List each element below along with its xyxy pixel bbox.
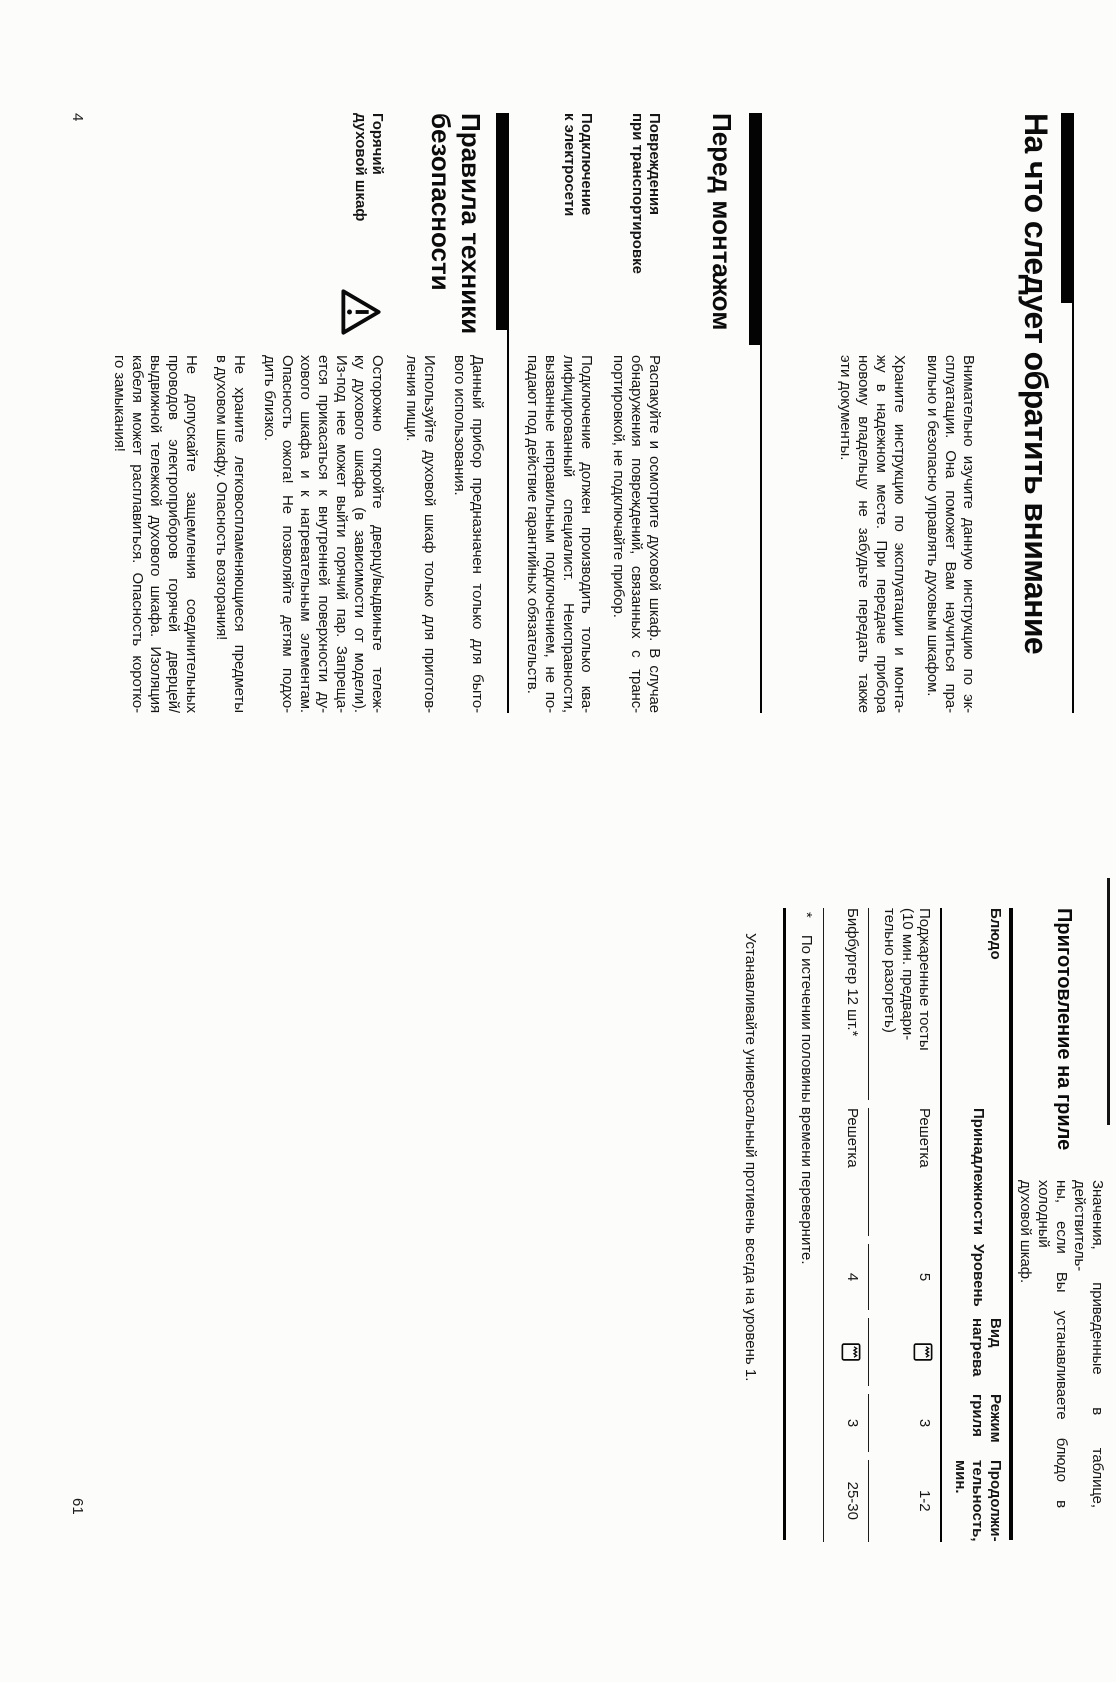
paragraph-mains-connection: Подключение должен производить только ква- лифицированный специалист. Неисправности, вызванные неправильным подключением, не по- падают под действие гарантийных обязательств. xyxy=(524,355,595,713)
cell-heat-type xyxy=(825,1318,870,1386)
right-page xyxy=(741,908,1106,1540)
paragraph-transport-damage: Распакуйте и осмотрите духовой шкаф. В случае обнаружения повреждений, связанных с транс- портировкой, не подключайте прибор. xyxy=(610,355,663,713)
left-page xyxy=(110,113,1074,713)
section-heading-grilling: Приготовление на гриле xyxy=(1053,908,1075,1151)
cell-grill-mode: 3 xyxy=(825,1394,870,1452)
column-header-accessories: Принадлежности xyxy=(970,1108,987,1236)
paragraph-flammable-items: Не храните легковоспламеняющиеся предметы в духовом шкафу. Опасность возгорания! xyxy=(213,355,248,713)
column-header-grill-mode: Режим гриля xyxy=(969,1394,1004,1443)
sidebar-heading-mains-connection: Подключение к электросети xyxy=(561,113,595,217)
section-row-transport-damage xyxy=(609,113,663,713)
page-number-right: 61 xyxy=(69,1498,86,1515)
cell-level: 4 xyxy=(825,1244,870,1310)
scan-edge-artifact xyxy=(1107,878,1110,1125)
footnote-marker: * xyxy=(798,912,816,918)
tray-level-note: Устанавливайте универсальный противень всегда на уровень 1. xyxy=(742,933,759,1382)
cell-duration: 1-2 xyxy=(916,1489,934,1512)
table-footnote xyxy=(786,908,825,1542)
grill-table xyxy=(783,908,1013,1540)
title-rule xyxy=(1061,113,1074,713)
section-heading-before-installation: Перед монтажом xyxy=(707,113,737,331)
cell-grill-mode: 3 xyxy=(916,1418,934,1428)
grill-icon xyxy=(837,1343,862,1361)
intro-paragraph-2: Храните инструкцию по эксплуатации и монта- жу в надежном месте. При передаче прибора новому владельцу не забудьте передать также эти документы. xyxy=(837,355,908,713)
sidebar-heading-transport-damage: Повреждения при транспортировке xyxy=(629,113,663,275)
cell-accessories: Решетка xyxy=(825,1108,870,1236)
column-header-duration: Продолжи- тельность, мин. xyxy=(952,1460,1004,1542)
section-row-mains-connection xyxy=(523,113,595,713)
cell-level: 5 xyxy=(916,1272,934,1282)
cell-accessories: Решетка xyxy=(916,1108,934,1168)
column-header-level: Уровень xyxy=(970,1244,987,1307)
footnote-text: По истечении половины времени переверните. xyxy=(798,934,816,1265)
paragraph-cable-pinching: Не допускайте защемления соединительных проводов электроприборов горячей дверцей/ выдвижной тележкой духового шкафа. Изоляция кабеля может расплавиться. Опасность коротко- го замыкания! xyxy=(111,355,200,713)
paragraph-cooking-only: Используйте духовой шкаф только для приготов- ления пищи. xyxy=(403,355,438,713)
table-header-rule xyxy=(941,908,943,1542)
section-heading-safety-rules: Правила техники безопасности xyxy=(426,113,486,335)
intro-paragraph-1: Внимательно изучите данную инструкцию по эк- сплуатации. Она поможет Вам научиться пра- вильно и безопасно управлять духовым шкафом. xyxy=(924,355,977,713)
warning-triangle-icon xyxy=(335,289,382,335)
column-header-dish: Блюдо xyxy=(987,908,1004,960)
sidebar-heading-hot-oven: Горячий духовой шкаф xyxy=(352,113,386,222)
cell-duration: 25-30 xyxy=(825,1460,870,1542)
grill-icon xyxy=(909,1343,934,1361)
column-header-heat-type: Вид нагрева xyxy=(969,1318,1004,1377)
cell-heat-type xyxy=(869,1318,941,1386)
section-rule-safety xyxy=(496,113,509,713)
paragraph-household-use: Данный прибор предназначен только для быто- вого использования. xyxy=(451,355,486,713)
section-row-safety xyxy=(402,113,486,713)
section-rule-before-installation xyxy=(749,113,762,713)
cell-dish: Бифбургер 12 шт.* xyxy=(825,908,870,1100)
paragraph-hot-oven: Осторожно откройте дверцу/выдвиньте тележ- ку духового шкафа (в зависимости от модели). Из-под нее может выйти горячий пар. Запреща- ется прикасаться к внутренней поверхности ду- хового шкафа и к нагревательным элементам. Опасность ожога! Не позволяйте детям подхо- дить близко. xyxy=(261,355,386,713)
paragraph-grilling-intro: Значения, приведенные в таблице, действитель- ны, если Вы устанавливаете блюдо в холодный духовой шкаф. xyxy=(1017,1180,1106,1508)
section-row-hot-oven xyxy=(260,113,386,713)
cell-dish: Поджаренные тосты (10 мин. предвари- тельно разогреть) xyxy=(881,908,934,1051)
page-number-left: 4 xyxy=(69,113,86,122)
page-title: На что следует обратить внимание xyxy=(1018,113,1054,655)
